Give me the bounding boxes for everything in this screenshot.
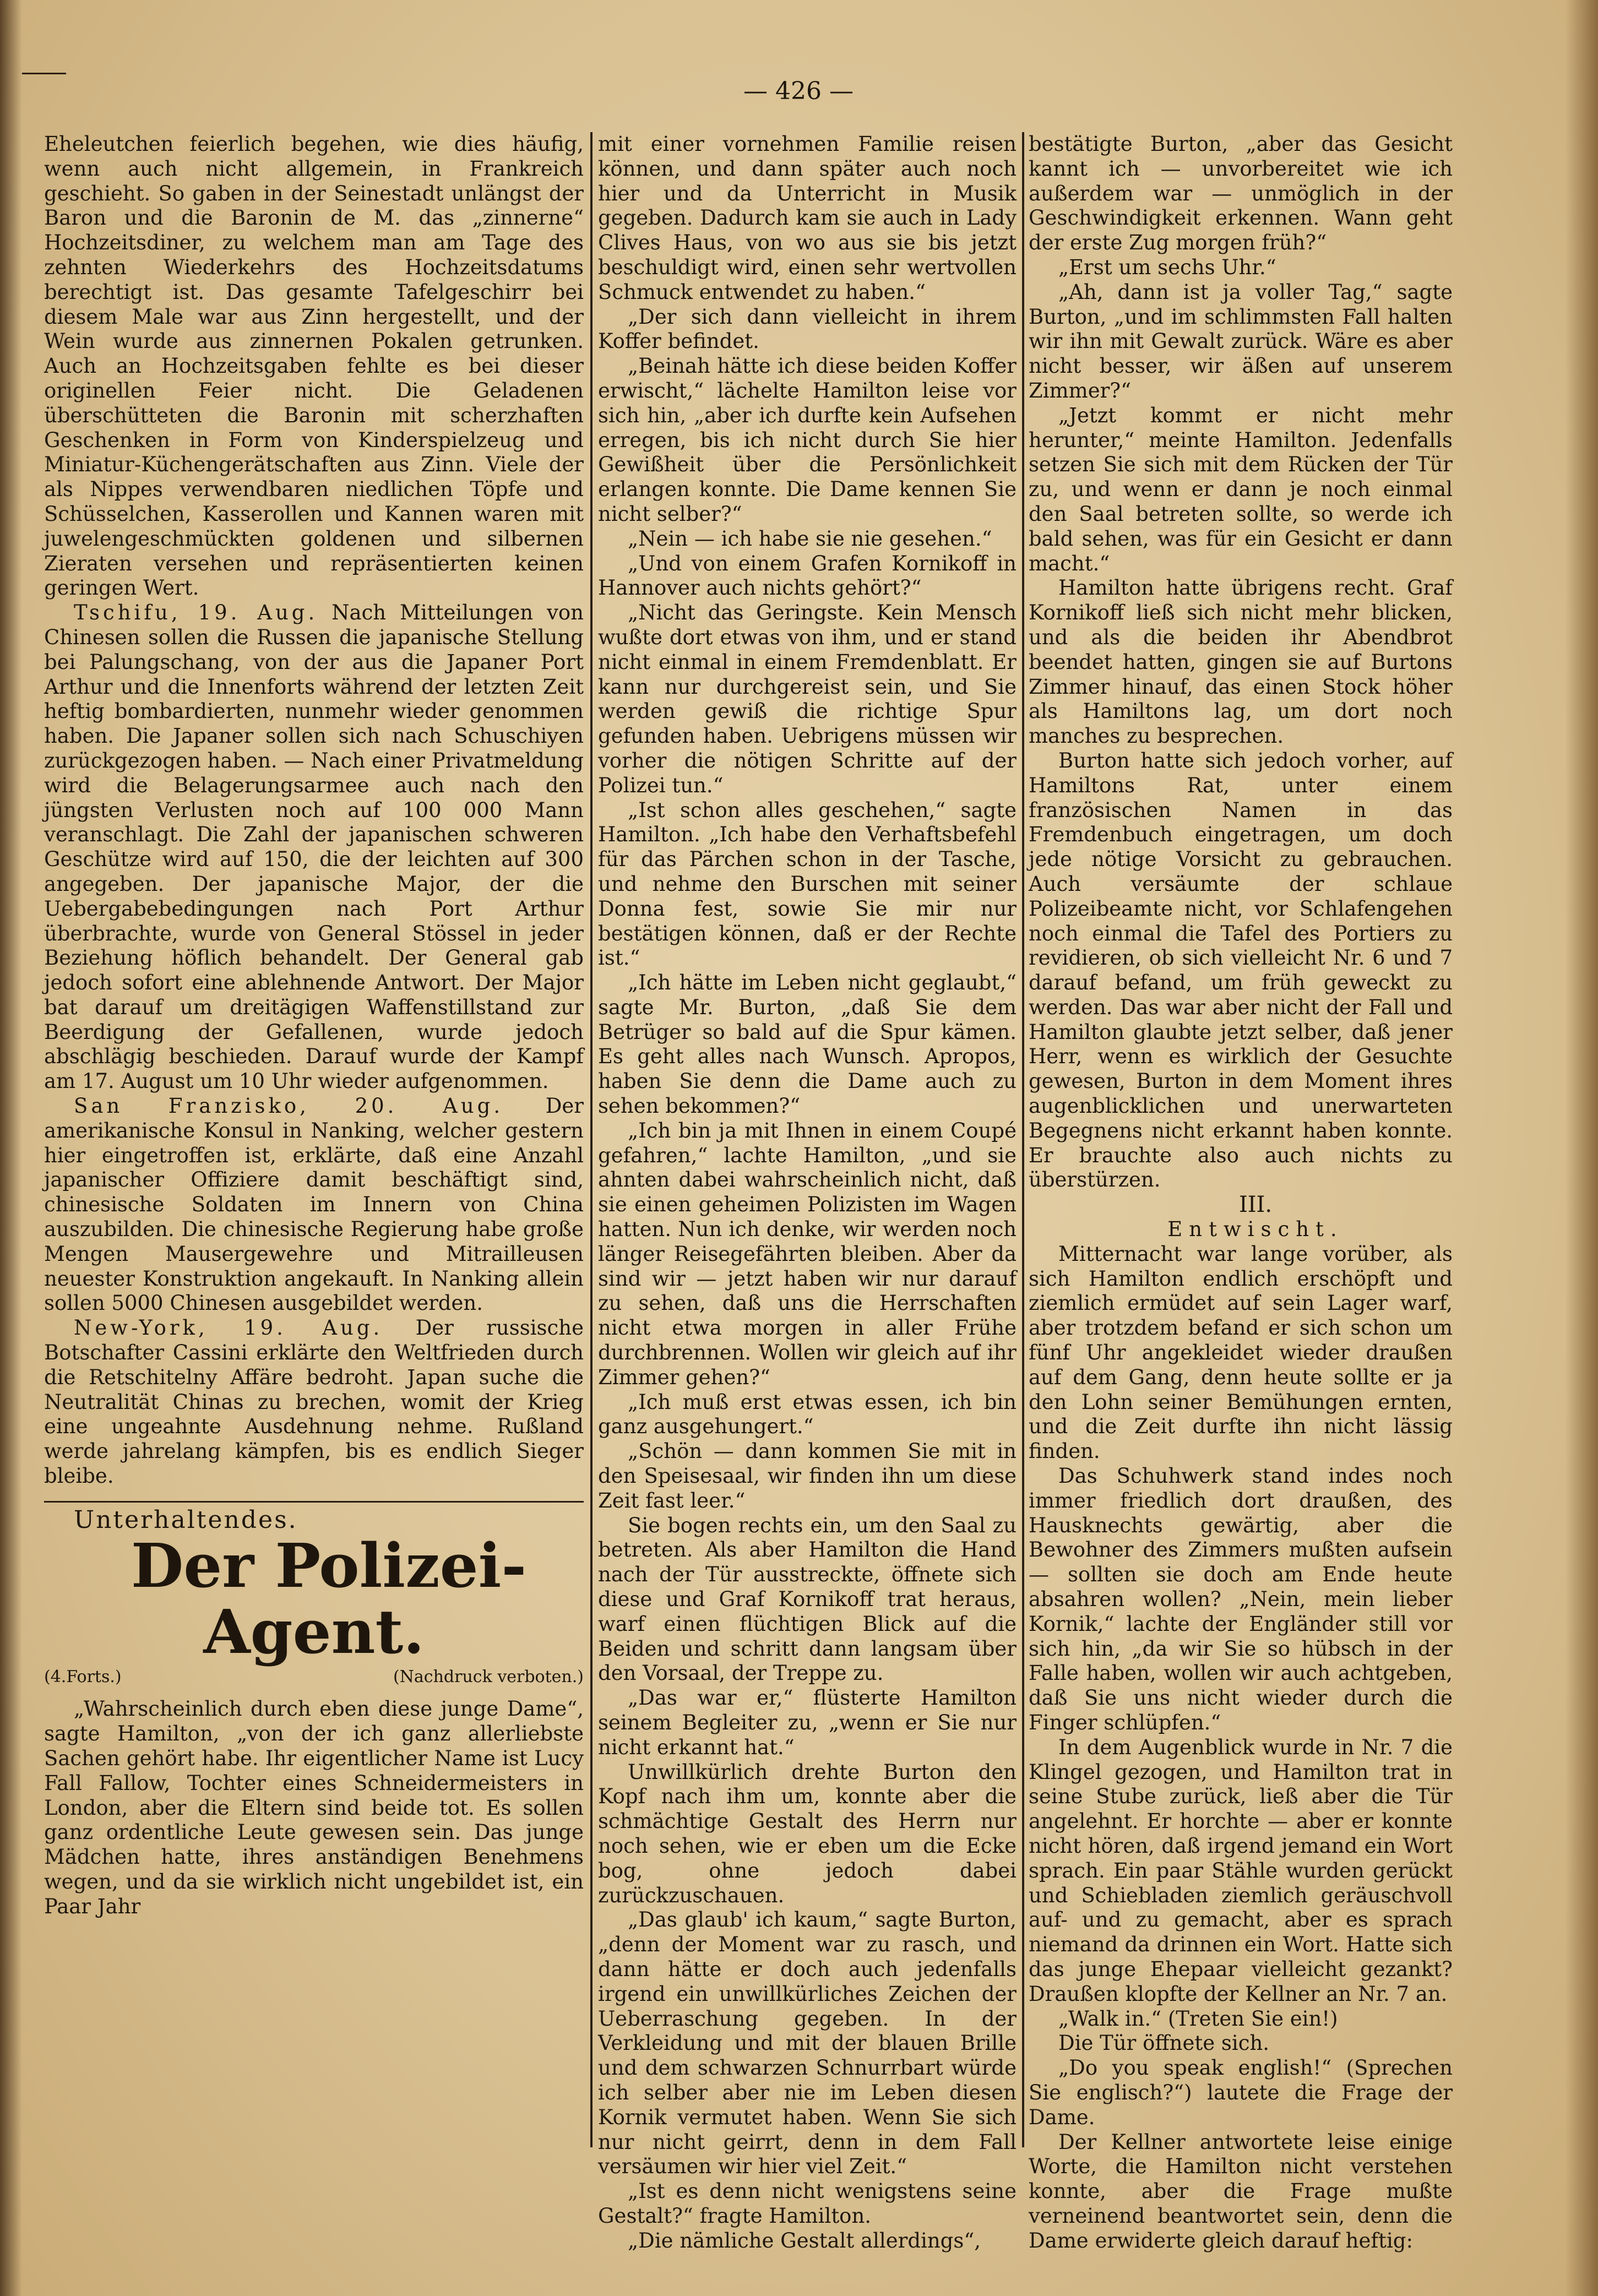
paragraph: In dem Augenblick wurde in Nr. 7 die Klingel gezogen, und Hamilton trat in seine Stube zurück, ließ aber die Tür angelehnt. Er horchte — aber er konnte nicht hören, daß irgend jemand ein Wort sprach. Ein paar Stähle wurden gerückt und Schiebladen ziemlich geräuschvoll auf- und zu gemacht, aber es sprach niemand da drinnen ein Wort. Hatte sich das junge Ehepaar vielleicht gezankt? Draußen klopfte der Kellner an Nr. 7 an.: [1029, 1735, 1453, 2006]
paragraph: „Die nämliche Gestalt allerdings“,: [628, 2228, 981, 2253]
paragraph: „Walk in.“ (Treten Sie ein!): [1058, 2006, 1338, 2031]
paragraph: „Wahrscheinlich durch eben diese junge Dame“, sagte Hamilton, „von der ich ganz allerliebste Sachen gehört habe. Ihr eigentlicher Name ist Lucy Fall Fallow, Tochter eines Schneidermeisters in London, aber die Eltern sind beide tot. Es sollen ganz ordentliche Leute gewesen sein. Das junge Mädchen hatte, ihres anständigen Benehmens wegen, und da sie wirklich nicht ungebildet ist, ein Paar Jahr: [44, 1697, 584, 1918]
paragraph: „Erst um sechs Uhr.“: [1058, 255, 1276, 279]
paragraph: Sie bogen rechts ein, um den Saal zu betreten. Als aber Hamilton die Hand nach der Tür ausstreckte, öffnete sich diese und Graf Kornikoff trat heraus, warf einen flüchtigen Blick auf die Beiden und schritt dann langsam über den Vorsaal, der Treppe zu.: [598, 1513, 1017, 1685]
paragraph: Unwillkürlich drehte Burton den Kopf nach ihm um, konnte aber die schmächtige Gestalt des Herrn nur noch sehen, wie er eben um die Ecke bog, ohne jedoch dabei zurückzuschauen.: [598, 1760, 1017, 1907]
paragraph: „Das war er,“ flüsterte Hamilton seinem Begleiter zu, „wenn er Sie nur nicht erkannt hat.“: [598, 1686, 1017, 1759]
paragraph: „Schön — dann kommen Sie mit in den Speisesaal, wir finden ihn um diese Zeit fast leer.“: [598, 1439, 1017, 1512]
news-text: Der russische Botschafter Cassini erklärte den Weltfrieden durch die Retschitelny Affäre bedroht. Japan suche die Neutralität Chinas zu brechen, womit der Krieg eine ungeahnte Ausdehnung nehme. Rußland werde jahrelang kämpfen, bis es endlich Sieger bleibe.: [44, 1316, 584, 1488]
paragraph: „Ist es denn nicht wenigstens seine Gestalt?“ fragte Hamilton.: [598, 2179, 1017, 2228]
dateline: New-York, 19. Aug.: [74, 1316, 383, 1340]
column-2: [598, 132, 1017, 2253]
paragraph: „Das glaub' ich kaum,“ sagte Burton, „denn der Moment war zu rasch, und dann hätte er doch auch jedenfalls irgend ein unwillkürliches Zeichen der Ueberraschung gegeben. In der Verkleidung und mit der blauen Brille und dem schwarzen Schnurrbart würde ich selber aber nie im Leben diesen Kornik vermutet haben. Wenn Sie sich nur nicht geirrt, denn in dem Fall versäumen wir hier viel Zeit.“: [598, 1908, 1017, 2179]
story-subline: [44, 1665, 584, 1690]
news-text: Nach Mitteilungen von Chinesen sollen die Russen die japanische Stellung bei Palungschang, von der aus die Japaner Port Arthur und die Innenforts während der letzten Zeit heftig bombardierten, nunmehr wieder genommen haben. Die Japaner sollen sich nach Schuschiyen zurückgezogen haben. — Nach einer Privatmeldung wird die Belagerungsarmee auch nach den jüngsten Verlusten noch auf 100 000 Mann veranschlagt. Die Zahl der japanischen schweren Geschütze wird auf 150, die der leichten auf 300 angegeben. Der japanische Major, der die Uebergabebedingungen nach Port Arthur überbrachte, wurde von General Stössel in jeder Beziehung höflich behandelt. Der General gab jedoch sofort eine ablehnende Antwort. Der Major bat darauf um dreitägigen Waffenstillstand zur Beerdigung der Gefallenen, wurde jedoch abschlägig beschieden. Darauf wurde der Kampf am 17. August um 10 Uhr wieder aufgenommen.: [44, 601, 584, 1093]
news-text: Der amerikanische Konsul in Nanking, welcher gestern hier eingetroffen ist, erklärte, daß eine Anzahl japanischer Offiziere damit beschäftigt sind, chinesische Soldaten im Innern von China auszubilden. Die chinesische Regierung habe große Mengen Mausergewehre und Mitrailleusen neuester Konstruktion angekauft. In Nanking allein sollen 5000 Chinesen ausgebildet werden.: [44, 1094, 584, 1315]
chapter-number: III.: [1238, 1192, 1273, 1218]
page-edge-right: [1565, 0, 1598, 2296]
paragraph: „Der sich dann vielleicht in ihrem Koffer befindet.: [598, 304, 1017, 353]
chapter-title: Entwischt.: [1167, 1217, 1344, 1242]
news-item-tschifu: [44, 601, 584, 1094]
paragraph: „Ich hätte im Leben nicht geglaubt,“ sagte Mr. Burton, „daß Sie dem Betrüger so bald auf die Spur kämen. Es geht alles nach Wunsch. Apropos, haben Sie denn die Dame auch zu sehen bekommen?“: [598, 971, 1017, 1118]
paragraph: Burton hatte sich jedoch vorher, auf Hamiltons Rat, unter einem französischen Namen in das Fremdenbuch eingetragen, um doch jede nötige Vorsicht zu gebrauchen. Auch versäumte der schlaue Polizeibeamte nicht, vor Schlafengehen noch einmal die Tafel des Portiers zu revidieren, ob sich vielleicht Nr. 6 und 7 darauf befand, um früh geweckt zu werden. Das war aber nicht der Fall und Hamilton glaubte jetzt selber, daß jener Herr, wenn es wirklich der Gesuchte gewesen, Burton in dem Moment ihres augenblicklichen und unerwarteten Begegnens nicht erkannt haben konnte. Er brauchte also auch nichts zu überstürzen.: [1029, 748, 1453, 1192]
column-rule-2: [1022, 132, 1024, 2147]
paragraph: Mitternacht war lange vorüber, als sich Hamilton endlich erschöpft und ziemlich ermüdet auf sein Lager warf, aber trotzdem befand er sich schon um fünf Uhr angekleidet wieder draußen auf dem Gang, denn heute sollte er ja den Lohn seiner Bemühungen ernten, und die Zeit durfte ihn nicht lässig finden.: [1029, 1242, 1453, 1463]
section-heading: Unterhaltendes.: [74, 1505, 298, 1534]
paragraph: „Und von einem Grafen Kornikoff in Hannover auch nichts gehört?“: [598, 551, 1017, 600]
paragraph: „Beinah hätte ich diese beiden Koffer erwischt,“ lächelte Hamilton leise vor sich hin, „aber ich durfte kein Aufsehen erregen, bis ich nicht durch Sie hier Gewißheit über die Persönlichkeit erlangen konnte. Die Dame kennen Sie nicht selber?“: [598, 354, 1017, 526]
section-rule: [44, 1501, 584, 1503]
paragraph: „Jetzt kommt er nicht mehr herunter,“ meinte Hamilton. Jedenfalls setzen Sie sich mit dem Rücken der Tür zu, und wenn er dann je noch einmal den Saal betreten sollte, so werde ich bald sehen, was für ein Gesicht er dann macht.“: [1029, 403, 1453, 575]
corner-mark: [22, 73, 66, 74]
dateline: Tschifu, 19. Aug.: [74, 601, 318, 625]
paragraph: „Do you speak english!“ (Sprechen Sie englisch?“) lautete die Frage der Dame.: [1029, 2056, 1453, 2129]
news-item-san-franzisko: [44, 1094, 584, 1316]
page-number: — 426 —: [743, 77, 854, 105]
paragraph: Die Tür öffnete sich.: [1058, 2031, 1270, 2055]
paragraph: „Ah, dann ist ja voller Tag,“ sagte Burton, „und im schlimmsten Fall halten wir ihn mit Gewalt zurück. Wäre es aber nicht besser, wir äßen auf unserem Zimmer?“: [1029, 280, 1453, 402]
reprint-note: (Nachdruck verboten.): [393, 1667, 584, 1686]
paragraph: „Ich muß erst etwas essen, ich bin ganz ausgehungert.“: [598, 1390, 1017, 1439]
story-title: Der Polizei-Agent.: [131, 1530, 527, 1667]
paragraph: Der Kellner antwortete leise einige Worte, die Hamilton nicht verstehen konnte, aber die Frage mußte verneinend beantwortet sein, denn die Dame erwiderte gleich darauf heftig:: [1029, 2130, 1453, 2253]
paragraph: mit einer vornehmen Familie reisen können, und dann später auch noch hier und da Unterricht in Musik gegeben. Dadurch kam sie auch in Lady Clives Haus, von wo aus sie bis jetzt beschuldigt wird, einen sehr wertvollen Schmuck entwendet zu haben.“: [598, 132, 1017, 304]
continuation-label: (4.Forts.): [44, 1667, 122, 1686]
paragraph: Das Schuhwerk stand indes noch immer friedlich dort draußen, des Hausknechts gewärtig, aber die Bewohner des Zimmers mußten aufsein — sollten sie doch am Ende heute absahren wollen? „Nein, mein lieber Kornik,“ lachte der Engländer still vor sich hin, „da wir Sie so hübsch in der Falle haben, wollen wir auch achtgeben, daß Sie uns nicht wieder durch die Finger schlüpfen.“: [1029, 1464, 1453, 1734]
page-edge-left: [0, 0, 22, 2296]
paragraph: „Nein — ich habe sie nie gesehen.“: [628, 526, 992, 551]
column-rule-1: [590, 132, 593, 2147]
paragraph: „Ich bin ja mit Ihnen in einem Coupé gefahren,“ lachte Hamilton, „und sie ahnten dabei wahrscheinlich nicht, daß sie einen geheimen Polizisten im Wagen hatten. Nun ich denke, wir werden noch länger Reisegefährten bleiben. Aber da sind wir — jetzt haben wir nur darauf zu sehen, daß uns die Herrschaften nicht etwa morgen in aller Frühe durchbrennen. Wollen wir gleich auf ihr Zimmer gehen?“: [598, 1118, 1017, 1389]
paragraph: Hamilton hatte übrigens recht. Graf Kornikoff ließ sich nicht mehr blicken, und als die beiden ihr Abendbrot beendet hatten, gingen sie auf Burtons Zimmer hinauf, das einen Stock höher als Hamiltons lag, um dort noch manches zu besprechen.: [1029, 576, 1453, 748]
column-1: [44, 132, 584, 2169]
news-item-new-york: [44, 1316, 584, 1489]
dateline: San Franzisko, 20. Aug.: [74, 1094, 504, 1118]
column-3: [1029, 132, 1453, 2253]
paragraph: Eheleutchen feierlich begehen, wie dies häufig, wenn auch nicht allgemein, in Frankreich geschieht. So gaben in der Seinestadt unlängst der Baron und die Baronin de M. das „zinnerne“ Hochzeitsdiner, zu welchem man am Tage des zehnten Wiederkehrs des Hochzeitsdatums berechtigt ist. Das gesamte Tafelgeschirr bei diesem Male war aus Zinn hergestellt, und der Wein wurde aus zinnernen Pokalen getrunken. Auch an Hochzeitsgaben fehlte es bei dieser originellen Feier nicht. Die Geladenen überschütteten die Baronin mit scherzhaften Geschenken in Form von Kinderspielzeug und Miniatur-Küchengerätschaften aus Zinn. Viele der als Nippes verwendbaren niedlichen Töpfe und Schüsselchen, Kasserollen und Kannen waren mit juwelengeschmückten goldenen und silbernen Zieraten versehen und repräsentierten keinen geringen Wert.: [44, 132, 584, 600]
paragraph: „Ist schon alles geschehen,“ sagte Hamilton. „Ich habe den Verhaftsbefehl für das Pärchen schon in der Tasche, und nehme den Burschen mit seiner Donna fest, sowie Sie mir nur bestätigen können, daß er der Rechte ist.“: [598, 798, 1017, 970]
paragraph: „Nicht das Geringste. Kein Mensch wußte dort etwas von ihm, und er stand nicht einmal in einem Fremdenblatt. Er kann nur durchgereist sein, und Sie werden gewiß die richtige Spur gefunden haben. Uebrigens müssen wir vorher die nötigen Schritte auf der Polizei tun.“: [598, 601, 1017, 797]
paragraph: bestätigte Burton, „aber das Gesicht kannt ich — unvorbereitet wie ich außerdem war — unmöglich in der Geschwindigkeit erkennen. Wann geht der erste Zug morgen früh?“: [1029, 132, 1453, 255]
